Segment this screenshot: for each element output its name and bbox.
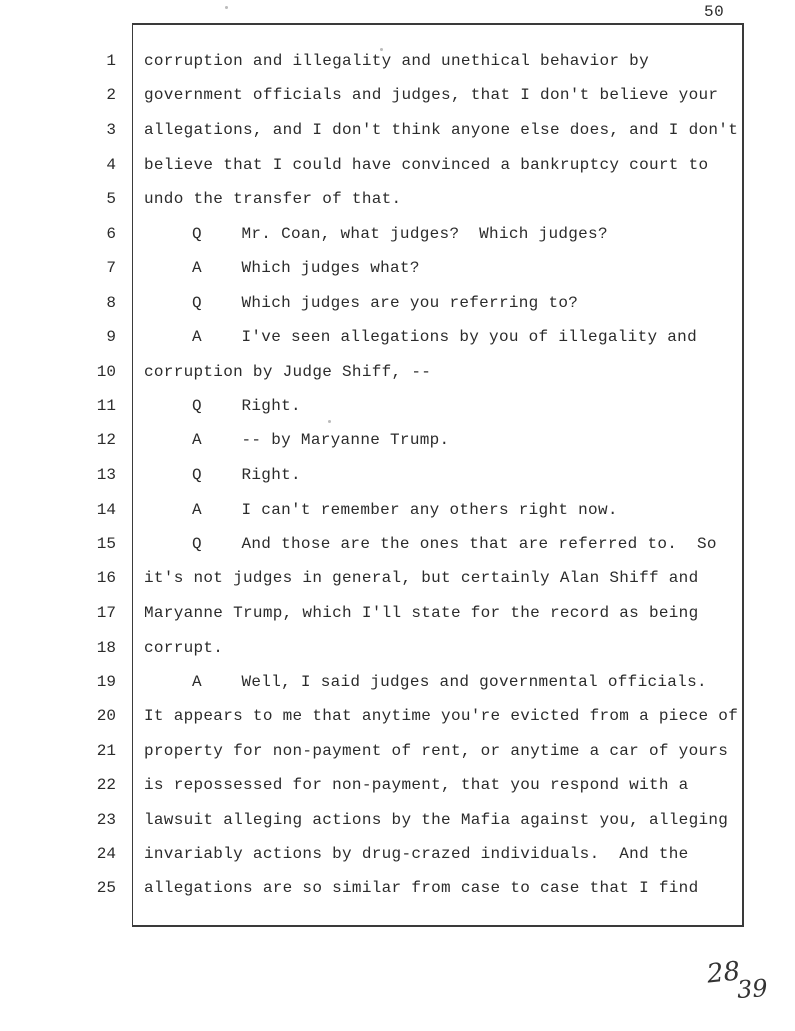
line-number: 5 [106, 190, 116, 208]
transcript-line: allegations, and I don't think anyone else does, and I don't [144, 121, 739, 139]
transcript-line: It appears to me that anytime you're evicted from a piece of [144, 707, 739, 725]
transcript-line: Q Which judges are you referring to? [192, 294, 579, 312]
transcript-line: it's not judges in general, but certainly Alan Shiff and [144, 569, 699, 587]
line-number: 15 [96, 535, 116, 553]
scan-speck [225, 6, 228, 9]
transcript-margin-rule [132, 23, 133, 927]
transcript-line: Q Right. [192, 466, 301, 484]
line-number: 6 [106, 225, 116, 243]
line-number: 14 [96, 501, 116, 519]
line-number: 8 [106, 294, 116, 312]
scan-speck [380, 48, 383, 51]
line-number: 7 [106, 259, 116, 277]
line-number: 21 [96, 742, 116, 760]
line-number: 4 [106, 156, 116, 174]
line-number: 11 [96, 397, 116, 415]
transcript-line: allegations are so similar from case to case that I find [144, 879, 699, 897]
transcript-line: Q Mr. Coan, what judges? Which judges? [192, 225, 608, 243]
transcript-line: government officials and judges, that I don't believe your [144, 86, 719, 104]
handwritten-note-bottom: 39 [736, 973, 769, 1005]
line-number: 22 [96, 776, 116, 794]
line-number: 12 [96, 431, 116, 449]
scan-speck [328, 420, 331, 423]
transcript-line: Q Right. [192, 397, 301, 415]
line-number: 13 [96, 466, 116, 484]
transcript-line: Maryanne Trump, which I'll state for the record as being [144, 604, 699, 622]
transcript-line: corrupt. [144, 639, 224, 657]
transcript-line: lawsuit alleging actions by the Mafia against you, alleging [144, 811, 729, 829]
line-number: 9 [106, 328, 116, 346]
transcript-line: invariably actions by drug-crazed individuals. And the [144, 845, 689, 863]
page-number: 50 [704, 3, 725, 21]
transcript-line: A -- by Maryanne Trump. [192, 431, 450, 449]
line-number: 20 [96, 707, 116, 725]
line-number: 16 [96, 569, 116, 587]
transcript-line: undo the transfer of that. [144, 190, 402, 208]
line-number: 23 [96, 811, 116, 829]
line-number: 17 [96, 604, 116, 622]
transcript-line: property for non-payment of rent, or anytime a car of yours [144, 742, 729, 760]
line-number: 18 [96, 639, 116, 657]
transcript-line: A I can't remember any others right now. [192, 501, 618, 519]
line-number: 1 [106, 52, 116, 70]
line-number: 10 [96, 363, 116, 381]
transcript-line: A Well, I said judges and governmental officials. [192, 673, 707, 691]
transcript-line: believe that I could have convinced a bankruptcy court to [144, 156, 709, 174]
transcript-line: Q And those are the ones that are referred to. So [192, 535, 717, 553]
transcript-line: is repossessed for non-payment, that you respond with a [144, 776, 689, 794]
line-number: 19 [96, 673, 116, 691]
transcript-line: A Which judges what? [192, 259, 420, 277]
transcript-line: corruption and illegality and unethical behavior by [144, 52, 649, 70]
transcript-line: A I've seen allegations by you of illegality and [192, 328, 697, 346]
handwritten-note-top: 28 [705, 956, 742, 990]
transcript-line: corruption by Judge Shiff, -- [144, 363, 432, 381]
line-number: 24 [96, 845, 116, 863]
line-number: 25 [96, 879, 116, 897]
line-number: 3 [106, 121, 116, 139]
line-number: 2 [106, 86, 116, 104]
